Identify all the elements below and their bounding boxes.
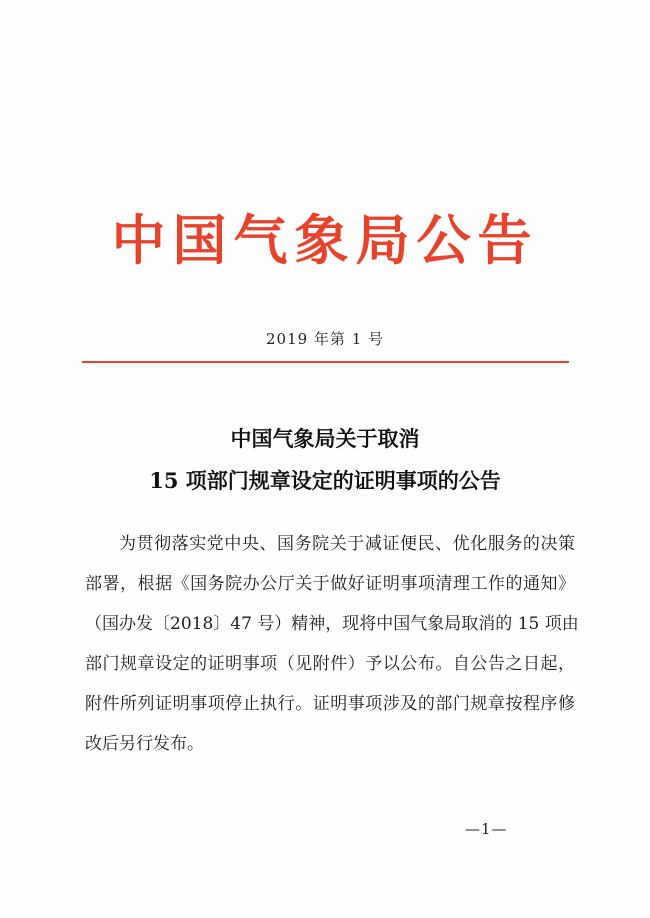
body-line: 为贯彻落实党中央、国务院关于减证便民、优化服务的决策 xyxy=(119,534,575,554)
body-line: 改后另行发布。 xyxy=(85,734,204,754)
body-line: 部门规章设定的证明事项（见附件）予以公布。自公告之日起， xyxy=(85,654,575,674)
body-line: 部署，根据《国务院办公厅关于做好证明事项清理工作的通知》 xyxy=(85,574,575,594)
page-number: —1— xyxy=(465,820,508,838)
body-paragraph xyxy=(85,524,579,764)
issuer-header-title: 中国气象局公告 xyxy=(111,208,539,272)
red-separator-line xyxy=(82,361,569,363)
document-title-line-1: 中国气象局关于取消 xyxy=(230,426,420,451)
body-line: （国办发〔2018〕47 号）精神，现将中国气象局取消的 15 项由 xyxy=(85,614,579,634)
document-title-line-2: 15 项部门规章设定的证明事项的公告 xyxy=(149,468,501,493)
body-line: 附件所列证明事项停止执行。证明事项涉及的部门规章按程序修 xyxy=(85,694,575,714)
document-number: 2019 年第 1 号 xyxy=(265,330,385,348)
